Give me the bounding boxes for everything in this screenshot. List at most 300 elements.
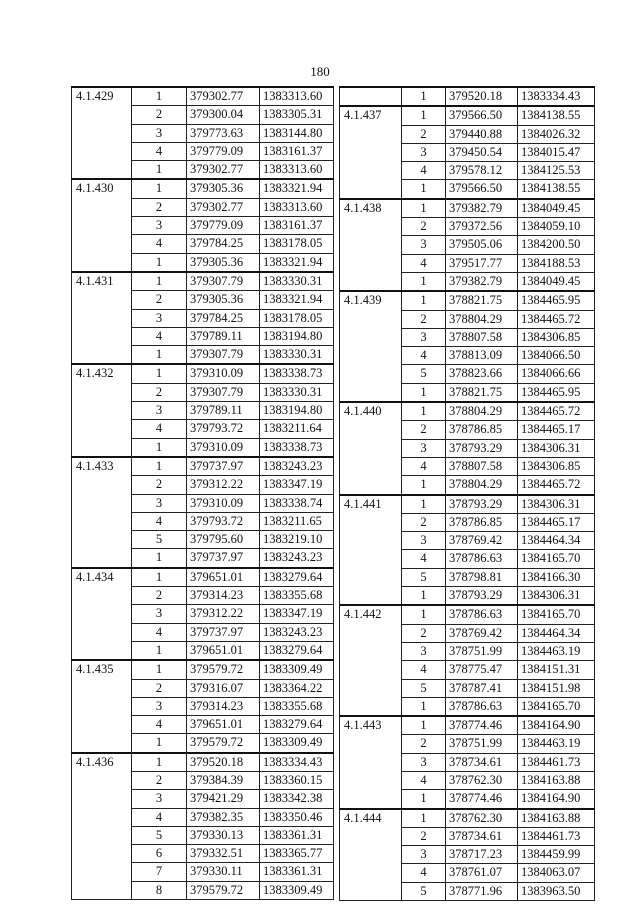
x-coordinate-cell: 378751.99	[446, 735, 518, 753]
x-coordinate-cell: 379307.79	[187, 383, 260, 401]
x-coordinate-cell: 379314.23	[187, 697, 260, 715]
x-coordinate-cell: 379382.35	[187, 808, 260, 826]
point-number-cell: 1	[402, 495, 446, 514]
x-coordinate-cell: 379302.77	[187, 161, 260, 180]
point-number-cell: 1	[402, 106, 446, 125]
x-coordinate-cell: 378823.66	[446, 365, 518, 383]
y-coordinate-cell: 1384463.19	[518, 642, 595, 660]
y-coordinate-cell: 1383355.68	[260, 697, 334, 715]
x-coordinate-cell: 378793.29	[446, 587, 518, 606]
point-number-cell: 1	[132, 161, 187, 180]
point-number-cell: 3	[402, 846, 446, 864]
point-number-cell: 3	[402, 328, 446, 346]
point-number-cell: 5	[132, 531, 187, 549]
point-number-cell: 4	[402, 254, 446, 272]
point-number-cell: 1	[132, 179, 187, 198]
x-coordinate-cell: 379737.97	[187, 549, 260, 568]
y-coordinate-cell: 1384151.98	[518, 679, 595, 697]
point-number-cell: 7	[132, 863, 187, 881]
y-coordinate-cell: 1384306.31	[518, 439, 595, 457]
point-number-cell: 2	[402, 735, 446, 753]
point-number-cell: 4	[132, 716, 187, 734]
table-row	[340, 716, 595, 735]
y-coordinate-cell: 1383219.10	[260, 531, 334, 549]
x-coordinate-cell: 379737.97	[187, 457, 260, 476]
y-coordinate-cell: 1384463.19	[518, 735, 595, 753]
point-number-cell: 1	[402, 809, 446, 828]
point-number-cell: 1	[132, 87, 187, 106]
point-number-cell: 1	[132, 438, 187, 457]
x-coordinate-cell: 378798.81	[446, 568, 518, 586]
x-coordinate-cell: 378804.29	[446, 402, 518, 421]
y-coordinate-cell: 1383161.37	[260, 142, 334, 160]
parcel-id-cell: 4.1.430	[72, 179, 132, 271]
point-number-cell: 5	[402, 882, 446, 900]
y-coordinate-cell: 1383361.31	[260, 826, 334, 844]
parcel-id-cell: 4.1.435	[72, 660, 132, 752]
y-coordinate-cell: 1384015.47	[518, 143, 595, 161]
point-number-cell: 4	[132, 142, 187, 160]
table-row	[72, 179, 334, 198]
y-coordinate-cell: 1383330.31	[260, 346, 334, 365]
point-number-cell: 5	[402, 679, 446, 697]
point-number-cell: 4	[402, 457, 446, 475]
y-coordinate-cell: 1383313.60	[260, 161, 334, 180]
y-coordinate-cell: 1383342.38	[260, 790, 334, 808]
point-number-cell: 4	[132, 327, 187, 345]
point-number-cell: 8	[132, 881, 187, 899]
x-coordinate-cell: 378786.63	[446, 550, 518, 568]
x-coordinate-cell: 378762.30	[446, 809, 518, 828]
y-coordinate-cell: 1384063.07	[518, 864, 595, 882]
x-coordinate-cell: 378793.29	[446, 495, 518, 514]
parcel-id-cell: 4.1.429	[72, 87, 132, 179]
parcel-id-cell: 4.1.440	[340, 402, 402, 494]
y-coordinate-cell: 1383309.49	[260, 881, 334, 899]
y-coordinate-cell: 1384026.32	[518, 125, 595, 143]
y-coordinate-cell: 1384465.95	[518, 383, 595, 402]
table-row	[340, 106, 595, 125]
table-row	[72, 457, 334, 476]
y-coordinate-cell: 1384461.73	[518, 827, 595, 845]
y-coordinate-cell: 1383963.50	[518, 882, 595, 900]
point-number-cell: 3	[132, 309, 187, 327]
y-coordinate-cell: 1383321.94	[260, 291, 334, 309]
point-number-cell: 1	[402, 291, 446, 310]
y-coordinate-cell: 1383347.19	[260, 605, 334, 623]
x-coordinate-cell: 379330.11	[187, 863, 260, 881]
x-coordinate-cell: 379310.09	[187, 494, 260, 512]
y-coordinate-cell: 1384465.72	[518, 476, 595, 495]
x-coordinate-cell: 379440.88	[446, 125, 518, 143]
y-coordinate-cell: 1384459.99	[518, 846, 595, 864]
point-number-cell: 1	[132, 364, 187, 383]
parcel-id-cell: 4.1.441	[340, 495, 402, 606]
point-number-cell: 4	[132, 808, 187, 826]
y-coordinate-cell: 1383355.68	[260, 587, 334, 605]
x-coordinate-cell: 379372.56	[446, 218, 518, 236]
x-coordinate-cell: 379307.79	[187, 346, 260, 365]
x-coordinate-cell: 379784.25	[187, 235, 260, 253]
x-coordinate-cell: 379450.54	[446, 143, 518, 161]
y-coordinate-cell: 1383243.23	[260, 457, 334, 476]
table-row	[72, 753, 334, 772]
x-coordinate-cell: 378774.46	[446, 716, 518, 735]
point-number-cell: 3	[402, 439, 446, 457]
point-number-cell: 5	[402, 365, 446, 383]
point-number-cell: 1	[132, 549, 187, 568]
x-coordinate-cell: 378734.61	[446, 827, 518, 845]
parcel-id-cell: 4.1.438	[340, 199, 402, 291]
parcel-id-cell: 4.1.436	[72, 753, 132, 900]
table-row	[72, 568, 334, 587]
table-row	[340, 495, 595, 514]
x-coordinate-cell: 378717.23	[446, 846, 518, 864]
y-coordinate-cell: 1384164.90	[518, 790, 595, 809]
parcel-id-cell: 4.1.434	[72, 568, 132, 660]
point-number-cell: 1	[402, 272, 446, 291]
table-row	[340, 199, 595, 218]
y-coordinate-cell: 1383309.49	[260, 660, 334, 679]
x-coordinate-cell: 379789.11	[187, 327, 260, 345]
x-coordinate-cell: 378786.85	[446, 421, 518, 439]
x-coordinate-cell: 379793.72	[187, 420, 260, 438]
point-number-cell: 4	[402, 771, 446, 789]
x-coordinate-cell: 379310.09	[187, 438, 260, 457]
x-coordinate-cell: 379520.18	[446, 87, 518, 106]
y-coordinate-cell: 1383361.31	[260, 863, 334, 881]
point-number-cell: 3	[402, 143, 446, 161]
x-coordinate-cell: 379520.18	[187, 753, 260, 772]
y-coordinate-cell: 1383161.37	[260, 217, 334, 235]
y-coordinate-cell: 1384465.17	[518, 421, 595, 439]
x-coordinate-cell: 378807.58	[446, 457, 518, 475]
point-number-cell: 6	[132, 845, 187, 863]
y-coordinate-cell: 1383178.05	[260, 309, 334, 327]
point-number-cell: 2	[132, 679, 187, 697]
point-number-cell: 4	[402, 347, 446, 365]
y-coordinate-cell: 1383211.64	[260, 420, 334, 438]
y-coordinate-cell: 1383364.22	[260, 679, 334, 697]
x-coordinate-cell: 379312.22	[187, 605, 260, 623]
point-number-cell: 1	[132, 346, 187, 365]
x-coordinate-cell: 379651.01	[187, 641, 260, 660]
x-coordinate-cell: 379382.79	[446, 199, 518, 218]
point-number-cell: 1	[402, 180, 446, 199]
x-coordinate-cell: 379300.04	[187, 106, 260, 124]
y-coordinate-cell: 1383279.64	[260, 568, 334, 587]
y-coordinate-cell: 1384066.50	[518, 347, 595, 365]
point-number-cell: 1	[132, 753, 187, 772]
point-number-cell: 2	[402, 827, 446, 845]
point-number-cell: 1	[132, 660, 187, 679]
table-row	[340, 402, 595, 421]
y-coordinate-cell: 1384461.73	[518, 753, 595, 771]
point-number-cell: 3	[132, 402, 187, 420]
y-coordinate-cell: 1384165.70	[518, 605, 595, 624]
y-coordinate-cell: 1383211.65	[260, 512, 334, 530]
point-number-cell: 1	[132, 253, 187, 272]
y-coordinate-cell: 1383338.74	[260, 494, 334, 512]
y-coordinate-cell: 1384200.50	[518, 236, 595, 254]
table-row	[72, 364, 334, 383]
point-number-cell: 2	[132, 771, 187, 789]
point-number-cell: 3	[402, 753, 446, 771]
point-number-cell: 4	[402, 864, 446, 882]
y-coordinate-cell: 1384465.72	[518, 310, 595, 328]
x-coordinate-cell: 379737.97	[187, 623, 260, 641]
y-coordinate-cell: 1384306.85	[518, 457, 595, 475]
table-row	[72, 660, 334, 679]
x-coordinate-cell: 379779.09	[187, 217, 260, 235]
point-number-cell: 4	[402, 661, 446, 679]
point-number-cell: 3	[132, 494, 187, 512]
y-coordinate-cell: 1383279.64	[260, 716, 334, 734]
y-coordinate-cell: 1383313.60	[260, 87, 334, 106]
table-row	[340, 291, 595, 310]
y-coordinate-cell: 1384465.95	[518, 291, 595, 310]
x-coordinate-cell: 379310.09	[187, 364, 260, 383]
x-coordinate-cell: 378762.30	[446, 771, 518, 789]
point-number-cell: 4	[402, 550, 446, 568]
point-number-cell: 1	[402, 790, 446, 809]
table-row	[340, 87, 595, 106]
x-coordinate-cell: 379314.23	[187, 587, 260, 605]
point-number-cell: 3	[132, 790, 187, 808]
x-coordinate-cell: 379793.72	[187, 512, 260, 530]
point-number-cell: 5	[132, 826, 187, 844]
x-coordinate-cell: 379384.39	[187, 771, 260, 789]
point-number-cell: 3	[402, 642, 446, 660]
x-coordinate-cell: 379795.60	[187, 531, 260, 549]
y-coordinate-cell: 1383360.15	[260, 771, 334, 789]
page-number: 180	[310, 64, 330, 79]
left-coordinates-table	[71, 86, 334, 900]
point-number-cell: 1	[402, 476, 446, 495]
point-number-cell: 2	[132, 106, 187, 124]
y-coordinate-cell: 1384138.55	[518, 106, 595, 125]
y-coordinate-cell: 1384049.45	[518, 272, 595, 291]
table-row	[72, 272, 334, 291]
x-coordinate-cell: 379566.50	[446, 180, 518, 199]
y-coordinate-cell: 1383279.64	[260, 641, 334, 660]
y-coordinate-cell: 1384151.31	[518, 661, 595, 679]
x-coordinate-cell: 379579.72	[187, 660, 260, 679]
point-number-cell: 1	[402, 716, 446, 735]
point-number-cell: 4	[132, 623, 187, 641]
point-number-cell: 4	[402, 162, 446, 180]
x-coordinate-cell: 379312.22	[187, 476, 260, 494]
parcel-id-cell: 4.1.443	[340, 716, 402, 808]
parcel-id-cell: 4.1.437	[340, 106, 402, 198]
point-number-cell: 2	[402, 310, 446, 328]
parcel-id-cell: 4.1.442	[340, 605, 402, 716]
parcel-id-cell: 4.1.432	[72, 364, 132, 456]
point-number-cell: 1	[402, 383, 446, 402]
y-coordinate-cell: 1383321.94	[260, 253, 334, 272]
point-number-cell: 1	[402, 402, 446, 421]
table-row	[340, 605, 595, 624]
y-coordinate-cell: 1383313.60	[260, 198, 334, 216]
y-coordinate-cell: 1384465.17	[518, 513, 595, 531]
x-coordinate-cell: 379332.51	[187, 845, 260, 863]
point-number-cell: 2	[402, 624, 446, 642]
point-number-cell: 2	[132, 587, 187, 605]
y-coordinate-cell: 1384465.72	[518, 402, 595, 421]
point-number-cell: 1	[402, 587, 446, 606]
y-coordinate-cell: 1383330.31	[260, 383, 334, 401]
x-coordinate-cell: 378769.42	[446, 532, 518, 550]
x-coordinate-cell: 379784.25	[187, 309, 260, 327]
x-coordinate-cell: 379302.77	[187, 87, 260, 106]
x-coordinate-cell: 378786.85	[446, 513, 518, 531]
y-coordinate-cell: 1384138.55	[518, 180, 595, 199]
x-coordinate-cell: 379316.07	[187, 679, 260, 697]
point-number-cell: 1	[402, 87, 446, 106]
x-coordinate-cell: 379779.09	[187, 142, 260, 160]
y-coordinate-cell: 1384306.85	[518, 328, 595, 346]
x-coordinate-cell: 379305.36	[187, 253, 260, 272]
y-coordinate-cell: 1383338.73	[260, 364, 334, 383]
y-coordinate-cell: 1384464.34	[518, 532, 595, 550]
x-coordinate-cell: 379578.12	[446, 162, 518, 180]
x-coordinate-cell: 378787.41	[446, 679, 518, 697]
point-number-cell: 1	[132, 641, 187, 660]
x-coordinate-cell: 379579.72	[187, 881, 260, 899]
point-number-cell: 1	[132, 272, 187, 291]
y-coordinate-cell: 1384306.31	[518, 495, 595, 514]
x-coordinate-cell: 378786.63	[446, 605, 518, 624]
point-number-cell: 2	[132, 291, 187, 309]
x-coordinate-cell: 379305.36	[187, 179, 260, 198]
point-number-cell: 3	[402, 236, 446, 254]
y-coordinate-cell: 1383347.19	[260, 476, 334, 494]
y-coordinate-cell: 1384165.70	[518, 550, 595, 568]
x-coordinate-cell: 378821.75	[446, 383, 518, 402]
y-coordinate-cell: 1383321.94	[260, 179, 334, 198]
x-coordinate-cell: 379517.77	[446, 254, 518, 272]
point-number-cell: 2	[132, 198, 187, 216]
point-number-cell: 3	[132, 605, 187, 623]
x-coordinate-cell: 378769.42	[446, 624, 518, 642]
x-coordinate-cell: 379421.29	[187, 790, 260, 808]
x-coordinate-cell: 379773.63	[187, 124, 260, 142]
point-number-cell: 1	[132, 734, 187, 753]
x-coordinate-cell: 379307.79	[187, 272, 260, 291]
y-coordinate-cell: 1383338.73	[260, 438, 334, 457]
y-coordinate-cell: 1384163.88	[518, 771, 595, 789]
point-number-cell: 1	[132, 457, 187, 476]
parcel-id-cell: 4.1.444	[340, 809, 402, 901]
x-coordinate-cell: 378813.09	[446, 347, 518, 365]
point-number-cell: 4	[132, 420, 187, 438]
x-coordinate-cell: 378734.61	[446, 753, 518, 771]
point-number-cell: 3	[132, 217, 187, 235]
y-coordinate-cell: 1383350.46	[260, 808, 334, 826]
y-coordinate-cell: 1384163.88	[518, 809, 595, 828]
x-coordinate-cell: 379651.01	[187, 716, 260, 734]
y-coordinate-cell: 1383334.43	[518, 87, 595, 106]
point-number-cell: 2	[402, 421, 446, 439]
point-number-cell: 3	[402, 532, 446, 550]
x-coordinate-cell: 378793.29	[446, 439, 518, 457]
parcel-id-cell	[340, 87, 402, 106]
x-coordinate-cell: 378761.07	[446, 864, 518, 882]
point-number-cell: 1	[402, 697, 446, 716]
point-number-cell: 1	[402, 605, 446, 624]
x-coordinate-cell: 379382.79	[446, 272, 518, 291]
point-number-cell: 2	[132, 383, 187, 401]
x-coordinate-cell: 378804.29	[446, 310, 518, 328]
y-coordinate-cell: 1384166.30	[518, 568, 595, 586]
y-coordinate-cell: 1383194.80	[260, 327, 334, 345]
point-number-cell: 4	[132, 235, 187, 253]
x-coordinate-cell: 379789.11	[187, 402, 260, 420]
y-coordinate-cell: 1383365.77	[260, 845, 334, 863]
point-number-cell: 2	[402, 125, 446, 143]
x-coordinate-cell: 379330.13	[187, 826, 260, 844]
y-coordinate-cell: 1383305.31	[260, 106, 334, 124]
point-number-cell: 3	[132, 124, 187, 142]
x-coordinate-cell: 379505.06	[446, 236, 518, 254]
point-number-cell: 2	[402, 218, 446, 236]
y-coordinate-cell: 1383243.23	[260, 549, 334, 568]
x-coordinate-cell: 378751.99	[446, 642, 518, 660]
point-number-cell: 5	[402, 568, 446, 586]
point-number-cell: 1	[132, 568, 187, 587]
x-coordinate-cell: 378775.47	[446, 661, 518, 679]
y-coordinate-cell: 1384464.34	[518, 624, 595, 642]
point-number-cell: 1	[402, 199, 446, 218]
y-coordinate-cell: 1383330.31	[260, 272, 334, 291]
y-coordinate-cell: 1384164.90	[518, 716, 595, 735]
parcel-id-cell: 4.1.433	[72, 457, 132, 568]
y-coordinate-cell: 1383243.23	[260, 623, 334, 641]
y-coordinate-cell: 1383334.43	[260, 753, 334, 772]
point-number-cell: 3	[132, 697, 187, 715]
x-coordinate-cell: 378771.96	[446, 882, 518, 900]
y-coordinate-cell: 1383178.05	[260, 235, 334, 253]
y-coordinate-cell: 1384125.53	[518, 162, 595, 180]
y-coordinate-cell: 1383309.49	[260, 734, 334, 753]
x-coordinate-cell: 379651.01	[187, 568, 260, 587]
x-coordinate-cell: 379566.50	[446, 106, 518, 125]
y-coordinate-cell: 1384059.10	[518, 218, 595, 236]
x-coordinate-cell: 378786.63	[446, 697, 518, 716]
right-coordinates-table	[339, 86, 595, 901]
point-number-cell: 4	[132, 512, 187, 530]
x-coordinate-cell: 379305.36	[187, 291, 260, 309]
x-coordinate-cell: 378807.58	[446, 328, 518, 346]
y-coordinate-cell: 1384165.70	[518, 697, 595, 716]
parcel-id-cell: 4.1.431	[72, 272, 132, 364]
y-coordinate-cell: 1384306.31	[518, 587, 595, 606]
x-coordinate-cell: 378804.29	[446, 476, 518, 495]
x-coordinate-cell: 378774.46	[446, 790, 518, 809]
parcel-id-cell: 4.1.439	[340, 291, 402, 402]
y-coordinate-cell: 1383144.80	[260, 124, 334, 142]
y-coordinate-cell: 1384188.53	[518, 254, 595, 272]
x-coordinate-cell: 379302.77	[187, 198, 260, 216]
point-number-cell: 2	[132, 476, 187, 494]
y-coordinate-cell: 1384049.45	[518, 199, 595, 218]
y-coordinate-cell: 1383194.80	[260, 402, 334, 420]
x-coordinate-cell: 379579.72	[187, 734, 260, 753]
table-row	[72, 87, 334, 106]
x-coordinate-cell: 378821.75	[446, 291, 518, 310]
table-row	[340, 809, 595, 828]
point-number-cell: 2	[402, 513, 446, 531]
